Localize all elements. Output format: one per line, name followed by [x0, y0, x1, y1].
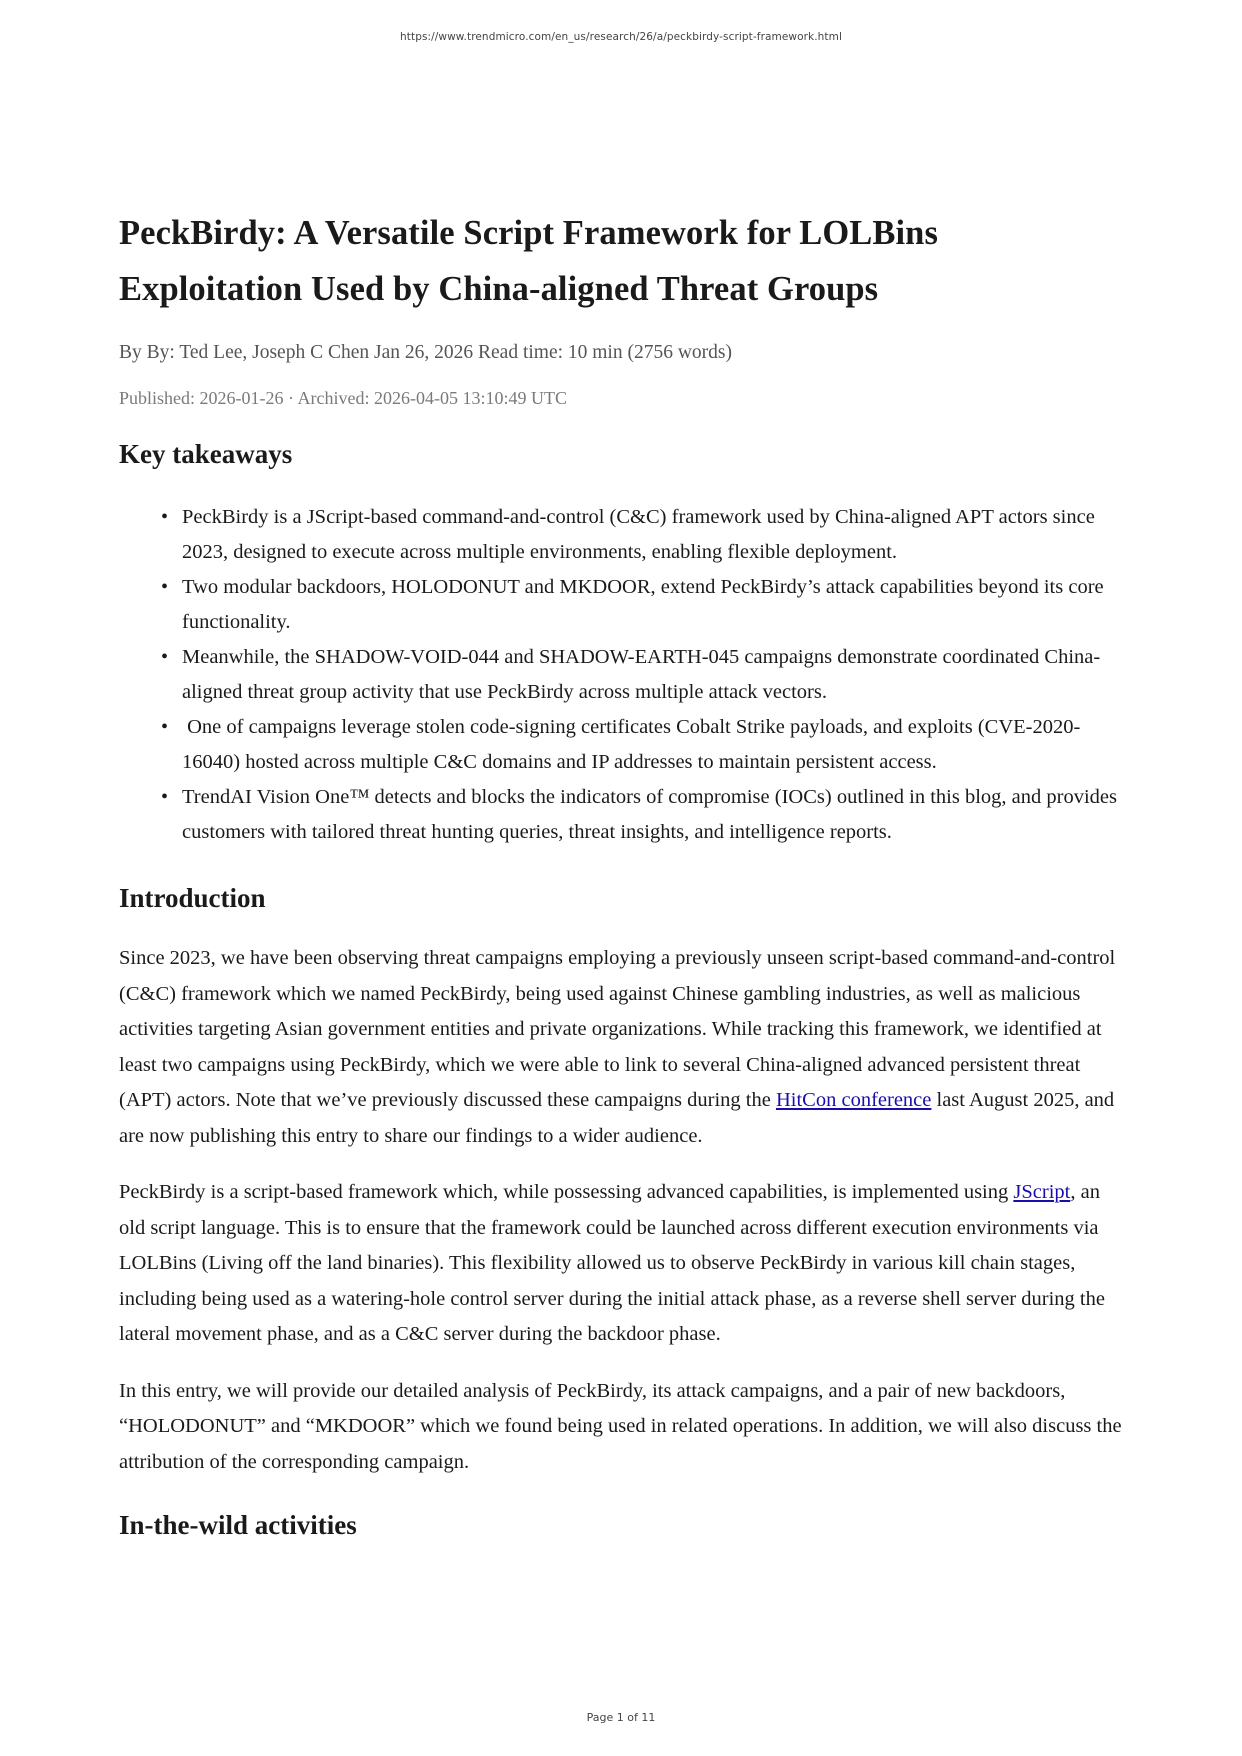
- intro-paragraph-3: In this entry, we will provide our detailed analysis of PeckBirdy, its attack campaigns, and a pair of new backdoors, “HOLODONUT” and “MKDOOR” which we found being used in related operations. In addition, we will also discuss the attribution of the corresponding campaign.: [119, 1379, 1122, 1473]
- bullet-icon: •: [161, 716, 169, 738]
- takeaway-text: Meanwhile, the SHADOW-VOID-044 and SHADOW-EARTH-045 campaigns demonstrate coordinated China-aligned threat group activity that use PeckBirdy across multiple attack vectors.: [182, 646, 1101, 703]
- introduction-heading: Introduction: [119, 883, 266, 913]
- article-title-line-2: Exploitation Used by China-aligned Threat Groups: [119, 270, 879, 308]
- intro-paragraph-2: [119, 1175, 1129, 1353]
- takeaway-item: [161, 640, 1129, 710]
- page-url-header: https://www.trendmicro.com/en_us/research/26/a/peckbirdy-script-framework.html: [400, 31, 842, 43]
- bullet-icon: •: [161, 786, 169, 808]
- takeaway-item: [161, 570, 1129, 640]
- intro-paragraph-1: [119, 941, 1129, 1154]
- hitcon-conference-link[interactable]: HitCon conference: [775, 1089, 932, 1111]
- in-the-wild-heading: In-the-wild activities: [119, 1510, 357, 1540]
- takeaway-text: TrendAI Vision One™ detects and blocks the indicators of compromise (IOCs) outlined in this blog, and provides customers with tailored threat hunting queries, threat insights, and intelligence reports.: [182, 786, 1117, 843]
- article-title-line-1: PeckBirdy: A Versatile Script Framework for LOLBins: [119, 214, 938, 252]
- takeaway-text: PeckBirdy is a JScript-based command-and-control (C&C) framework used by China-aligned APT actors since 2023, designed to execute across multiple environments, enabling flexible deployment.: [182, 506, 1095, 563]
- takeaway-text: Two modular backdoors, HOLODONUT and MKDOOR, extend PeckBirdy’s attack capabilities beyond its core functionality.: [182, 576, 1104, 633]
- article-byline: By By: Ted Lee, Joseph C Chen Jan 26, 2026 Read time: 10 min (2756 words): [119, 342, 733, 363]
- key-takeaways-heading: Key takeaways: [119, 439, 293, 469]
- article-title: [119, 205, 1129, 317]
- published-archived-line: Published: 2026-01-26 · Archived: 2026-04-05 13:10:49 UTC: [119, 388, 567, 408]
- intro-paragraph-2-text-end: , an old script language. This is to ensure that the framework could be launched across different execution environments via LOLBins (Living off the land binaries). This flexibility allowed us to observe PeckBirdy in various kill chain stages, including being used as a watering-hole control server during the initial attack phase, as a reverse shell server during the lateral movement phase, and as a C&C server during the backdoor phase.: [119, 1181, 1105, 1345]
- key-takeaways-list: [119, 500, 1129, 850]
- intro-paragraph-1-text: Since 2023, we have been observing threat campaigns employing a previously unseen script-based command-and-control (C&C) framework which we named PeckBirdy, being used against Chinese gambling industries, as well as malicious activities targeting Asian government entities and private organizations. While tracking this framework, we identified at least two campaigns using PeckBirdy, which we were able to link to several China-aligned advanced persistent threat (APT) actors. Note that we’ve previously discussed these campaigns during the: [119, 947, 1116, 1111]
- takeaway-item: [161, 500, 1129, 570]
- bullet-icon: •: [161, 646, 169, 668]
- bullet-icon: •: [161, 506, 169, 528]
- takeaway-item: [161, 710, 1129, 780]
- page-number-footer: Page 1 of 11: [586, 1711, 656, 1724]
- intro-paragraph-2-text: PeckBirdy is a script-based framework which, while possessing advanced capabilities, is implemented using: [119, 1181, 1014, 1203]
- takeaway-item: [161, 780, 1129, 850]
- intro-paragraph-1-text-end: last August 2025, and are now publishing this entry to share our findings to a wider audience.: [119, 1089, 1115, 1147]
- jscript-link[interactable]: JScript: [1013, 1181, 1071, 1203]
- bullet-icon: •: [161, 576, 169, 598]
- takeaway-text: One of campaigns leverage stolen code-signing certificates Cobalt Strike payloads, and exploits (CVE-2020-16040) hosted across multiple C&C domains and IP addresses to maintain persistent access.: [182, 716, 1081, 773]
- article-content: [119, 205, 1129, 1542]
